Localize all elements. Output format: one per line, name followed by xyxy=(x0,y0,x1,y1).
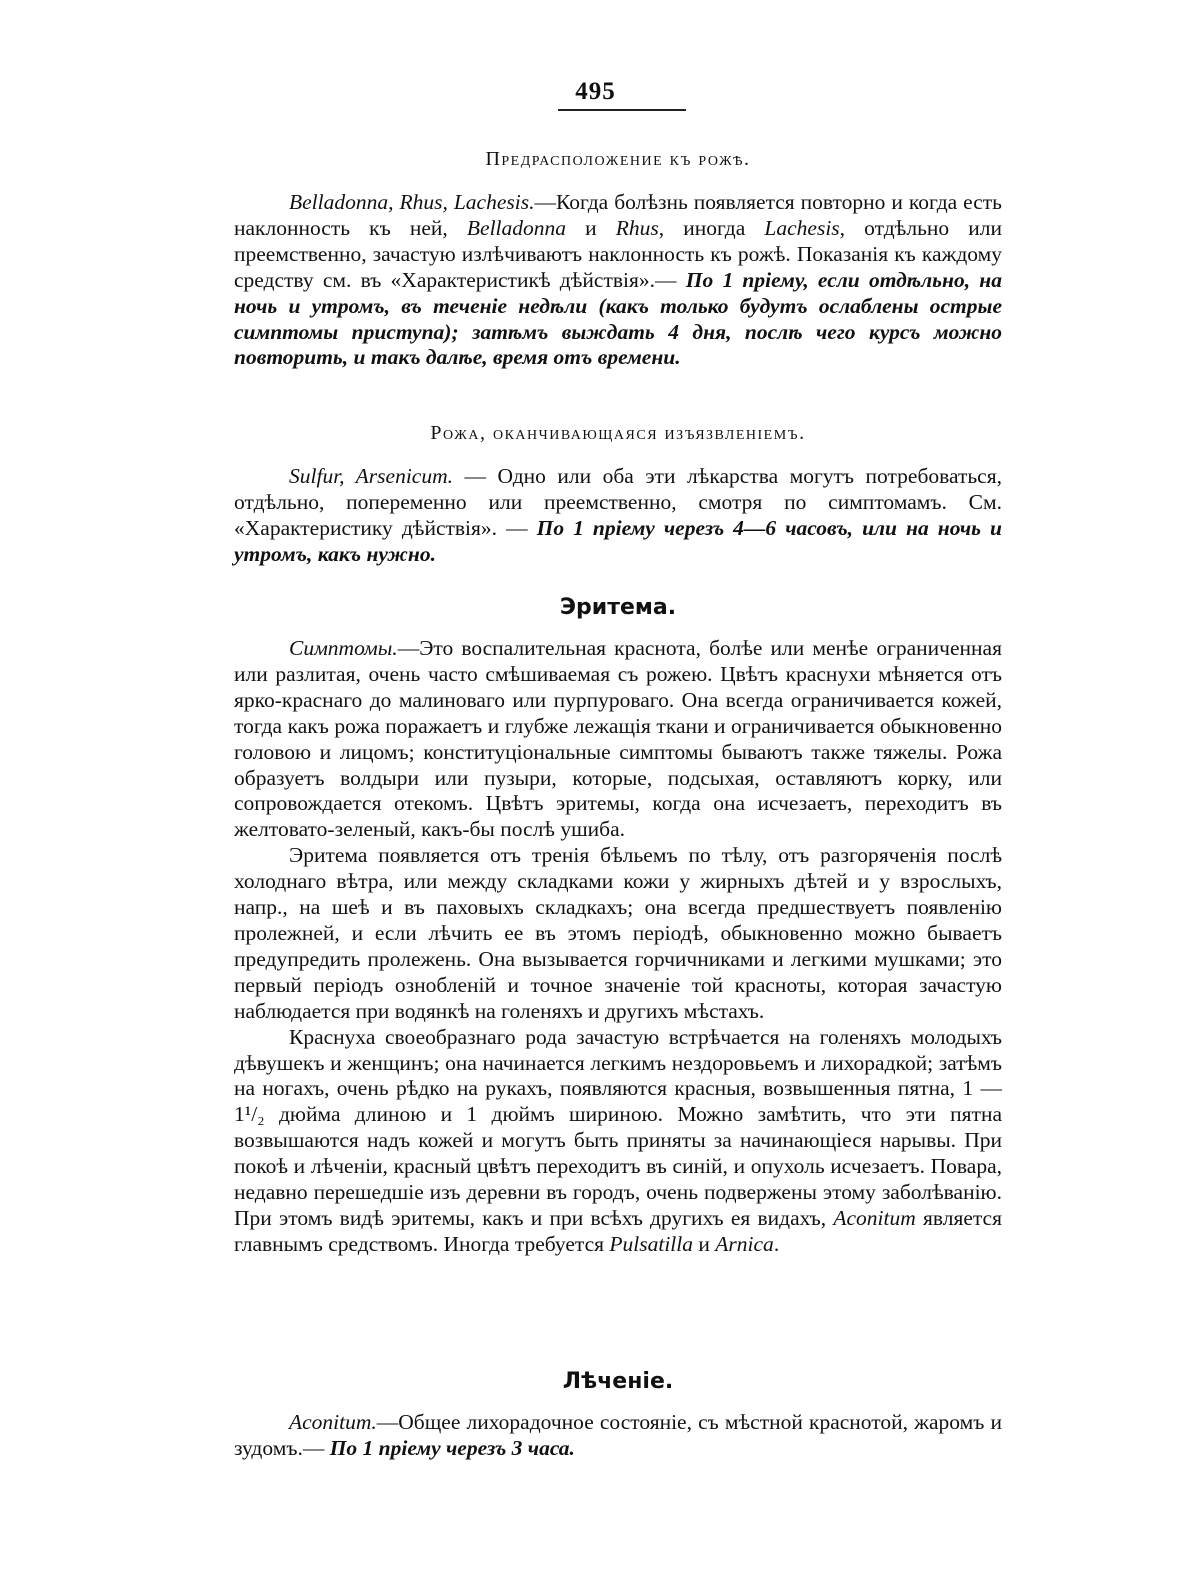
remedy-name: Arnica xyxy=(715,1231,774,1256)
section-ulcerating xyxy=(234,420,1002,568)
paragraph-treatment xyxy=(234,1410,1002,1462)
paragraph-text: —Когда болѣзнь появляется повторно и когда есть наклонность къ ней, xyxy=(234,190,1002,240)
paragraph-predisposition xyxy=(234,190,1002,371)
paragraph-text: — Одно или оба эти лѣкарства могутъ потребоваться, отдѣльно, попеременно или преемственно, смотря по симптомамъ. См. «Характеристику дѣйствія». — xyxy=(234,464,1002,540)
section-treatment xyxy=(234,1368,1002,1462)
paragraph-text: является главнымъ средствомъ. Иногда требуется xyxy=(234,1205,1002,1256)
paragraph-symptoms xyxy=(234,636,1002,843)
paragraph-causes: Эритема появляется отъ тренія бѣльемъ по тѣлу, отъ разгоряченія послѣ холоднаго вѣтра, или между складками кожи у жирныхъ дѣтей и у взрослыхъ, напр., на шеѣ и въ паховыхъ складкахъ; она всегда предшествуетъ появленію пролежней, и если лѣчить ее въ этомъ періодѣ, обыкновенно можно бываетъ предупредить пролежень. Она вызывается горчичниками и легкими мушками; это первый періодъ ознобленій и точное значеніе той красноты, которая зачастую наблюдается при водянкѣ на голеняхъ и другихъ мѣстахъ. xyxy=(234,843,1002,1023)
paragraph-text: . xyxy=(773,1231,780,1256)
heading-erythema: Эритема. xyxy=(559,595,677,620)
remedy-names: Sulfur, Arsenicum. xyxy=(289,464,453,488)
dosage-instructions: По 1 пріему, если отдѣльно, на ночь и утромъ, въ теченіе недѣли (какъ только будутъ ослаблены острые симптомы приступа); затѣмъ выждать 4 дня, послѣ чего курсъ можно повторить, и такъ далѣе, время отъ времени. xyxy=(234,267,1002,370)
remedy-name: Aconitum. xyxy=(289,1410,377,1434)
heading-treatment: Лѣченіе. xyxy=(562,1369,674,1394)
remedy-name: Belladonna xyxy=(466,215,567,240)
paragraph-text: —Это воспалительная краснота, болѣе или менѣе ограниченная или разлитая, очень часто смѣшиваемая съ рожею. Цвѣтъ краснухи мѣняется отъ ярко-краснаго до малиноваго или пурпуроваго. Она всегда ограничивается кожей, тогда какъ рожа поражаетъ и глубже лежащія ткани и ограничивается обыкновенно головою и лицомъ; конституціональные симптомы бываютъ также тяжелы. Рожа образуетъ волдыри или пузыри, которые, подсыхая, оставляютъ корку, или сопровождается отекомъ. Цвѣтъ эритемы, когда она исчезаетъ, переходитъ въ желтовато-зеленый, какъ-бы послѣ ушиба. xyxy=(234,636,1002,842)
section-erythema xyxy=(234,594,1002,1258)
remedy-name: Lachesis xyxy=(764,215,840,240)
paragraph-text: , иногда xyxy=(658,215,765,240)
subheading-ulcerating: Рожа, оканчивающаяся изъязвленіемъ. xyxy=(430,422,806,444)
dosage-instructions: По 1 пріему черезъ 3 часа. xyxy=(329,1435,575,1460)
page-number: 495 xyxy=(575,78,616,105)
paragraph-text: и xyxy=(693,1231,716,1256)
symptoms-label: Симптомы. xyxy=(289,636,398,660)
paragraph-text: Краснуха своеобразнаго рода зачастую встрѣчается на голеняхъ молодыхъ дѣвушекъ и женщинъ; она начинается легкимъ нездоровьемъ и лихорадкой; затѣмъ на ногахъ, очень рѣдко на рукахъ, появляются красныя, возвышенныя пятна, 1 — 1¹/₂ дюйма длиною и 1 дюймъ шириною. Можно замѣтить, что эти пятна возвышаются надъ кожей и могутъ быть приняты за начинающіеся нарывы. При покоѣ и лѣченіи, красный цвѣтъ переходитъ въ синій, и опухоль исчезаетъ. Повара, недавно перешедшіе изъ деревни въ городъ, очень подвержены этому заболѣванію. При этомъ видѣ эритемы, какъ и при всѣхъ другихъ ея видахъ, xyxy=(234,1024,1002,1230)
section-predisposition xyxy=(234,146,1002,371)
paragraph-text: , отдѣльно или преемственно, зачастую излѣчиваютъ наклонность къ рожѣ. Показанія къ каждому средству см. въ «Характеристикѣ дѣйствія».— xyxy=(234,215,1003,292)
paragraph-text: —Общее лихорадочное состояніе, съ мѣстной краснотой, жаромъ и зудомъ.— xyxy=(234,1410,1002,1460)
remedy-name: Aconitum xyxy=(833,1205,916,1230)
header-rule xyxy=(558,109,686,111)
remedy-names: Belladonna, Rhus, Lachesis. xyxy=(289,190,535,214)
remedy-name: Rhus xyxy=(615,215,659,240)
dosage-instructions: По 1 пріему черезъ 4—6 часовъ, или на ночь и утромъ, какъ нужно. xyxy=(234,515,1002,566)
paragraph-text: и xyxy=(566,215,616,240)
paragraph-variant xyxy=(234,1025,1002,1258)
paragraph-ulcerating xyxy=(234,464,1002,568)
remedy-name: Pulsatilla xyxy=(609,1231,694,1256)
subheading-predisposition: Предрасположение къ рожѣ. xyxy=(485,148,751,170)
